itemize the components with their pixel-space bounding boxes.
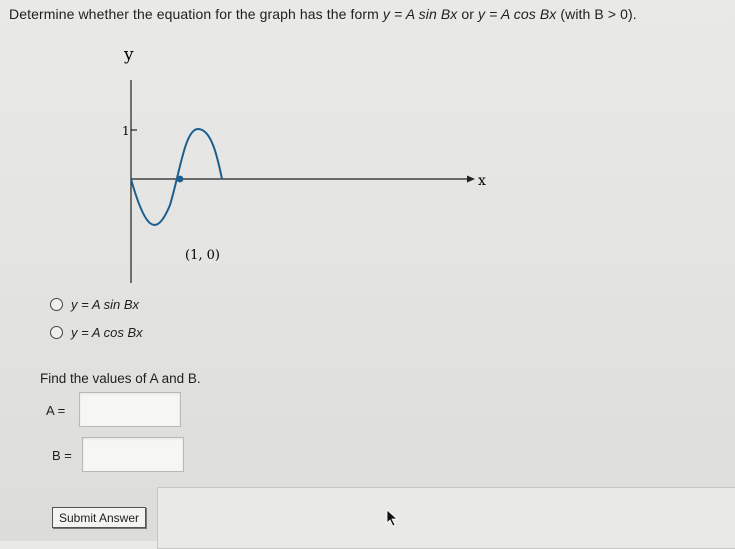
b-label: B = [52, 448, 72, 463]
radio-sin[interactable] [50, 298, 63, 311]
question-prefix: Determine whether the equation for the graph has the form [9, 6, 383, 22]
submit-answer-button[interactable]: Submit Answer [52, 507, 146, 528]
x-axis-arrow [467, 176, 475, 183]
question-form-sin: y = A sin Bx [382, 6, 458, 22]
y-tick-label: 1 [122, 124, 130, 138]
a-label: A = [46, 403, 66, 418]
choice-cos-label: y = A cos Bx [71, 325, 143, 340]
x-axis-label: x [478, 173, 486, 189]
radio-cos[interactable] [50, 326, 63, 339]
mouse-cursor-icon [386, 509, 400, 527]
y-axis-label: y [124, 45, 134, 65]
find-values-text: Find the values of A and B. [40, 371, 201, 386]
choice-sin-label: y = A sin Bx [71, 297, 140, 312]
question-connector: or [457, 6, 479, 22]
choice-sin[interactable] [50, 297, 139, 312]
point-label: (1, 0) [185, 248, 220, 263]
b-input[interactable] [82, 437, 184, 472]
sine-curve [131, 129, 222, 225]
choice-cos[interactable] [50, 325, 143, 340]
question-suffix: (with B > 0). [556, 6, 637, 22]
point-1-0 [177, 176, 184, 183]
a-input[interactable] [79, 392, 181, 427]
feedback-box [157, 487, 735, 549]
question-form-cos: y = A cos Bx [478, 6, 557, 22]
